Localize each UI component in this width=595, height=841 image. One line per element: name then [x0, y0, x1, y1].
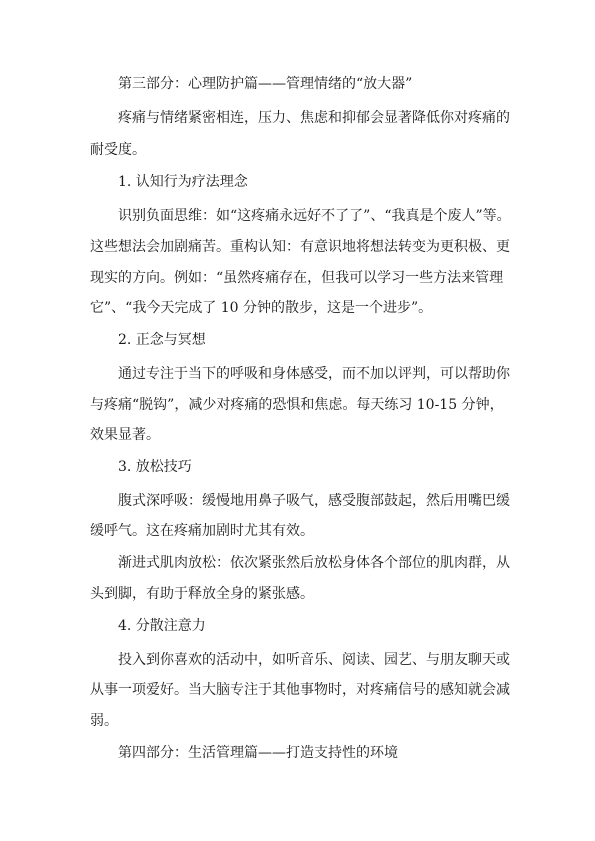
subheading-distraction: 4. 分散注意力 — [118, 618, 206, 634]
section-heading-part4: 第四部分：生活管理篇——打造支持性的环境 — [118, 745, 398, 761]
paragraph-intro-line2: 耐受度。 — [90, 142, 146, 158]
paragraph-distraction-line1: 投入到你喜欢的活动中，如听音乐、阅读、园艺、与朋友聊天或 — [118, 652, 510, 668]
paragraph-distraction-line3: 弱。 — [90, 713, 118, 729]
paragraph-intro-line1: 疼痛与情绪紧密相连，压力、焦虑和抑郁会显著降低你对疼痛的 — [118, 110, 510, 126]
section-heading-part3: 第三部分：心理防护篇——管理情绪的“放大器” — [118, 76, 413, 92]
paragraph-pmr-line1: 渐进式肌肉放松：依次紧张然后放松身体各个部位的肌肉群，从 — [118, 555, 510, 571]
subheading-cbt: 1. 认知行为疗法理念 — [118, 174, 248, 190]
paragraph-breathing-line1: 腹式深呼吸：缓慢地用鼻子吸气，感受腹部鼓起，然后用嘴巴缓 — [118, 493, 510, 509]
subheading-relaxation: 3. 放松技巧 — [118, 459, 192, 475]
paragraph-pmr-line2: 头到脚，有助于释放全身的紧张感。 — [90, 586, 314, 602]
paragraph-cbt-line2: 这些想法会加剧痛苦。重构认知：有意识地将想法转变为更积极、更 — [90, 239, 510, 255]
paragraph-cbt-line4: 它”、“我今天完成了 10 分钟的散步，这是一个进步”。 — [90, 300, 433, 316]
paragraph-cbt-line1: 识别负面思维：如“这疼痛永远好不了了”、“我真是个废人”等。 — [118, 208, 511, 224]
paragraph-mindfulness-line1: 通过专注于当下的呼吸和身体感受，而不加以评判，可以帮助你 — [118, 366, 510, 382]
paragraph-mindfulness-line2: 与疼痛“脱钩”，减少对疼痛的恐惧和焦虑。每天练习 10-15 分钟， — [90, 397, 504, 413]
paragraph-mindfulness-line3: 效果显著。 — [90, 427, 160, 443]
paragraph-cbt-line3: 现实的方向。例如：“虽然疼痛存在，但我可以学习一些方法来管理 — [90, 270, 504, 286]
paragraph-breathing-line2: 缓呼气。这在疼痛加剧时尤其有效。 — [90, 523, 314, 539]
paragraph-distraction-line2: 从事一项爱好。当大脑专注于其他事物时，对疼痛信号的感知就会减 — [90, 682, 510, 698]
subheading-mindfulness: 2. 正念与冥想 — [118, 332, 206, 348]
